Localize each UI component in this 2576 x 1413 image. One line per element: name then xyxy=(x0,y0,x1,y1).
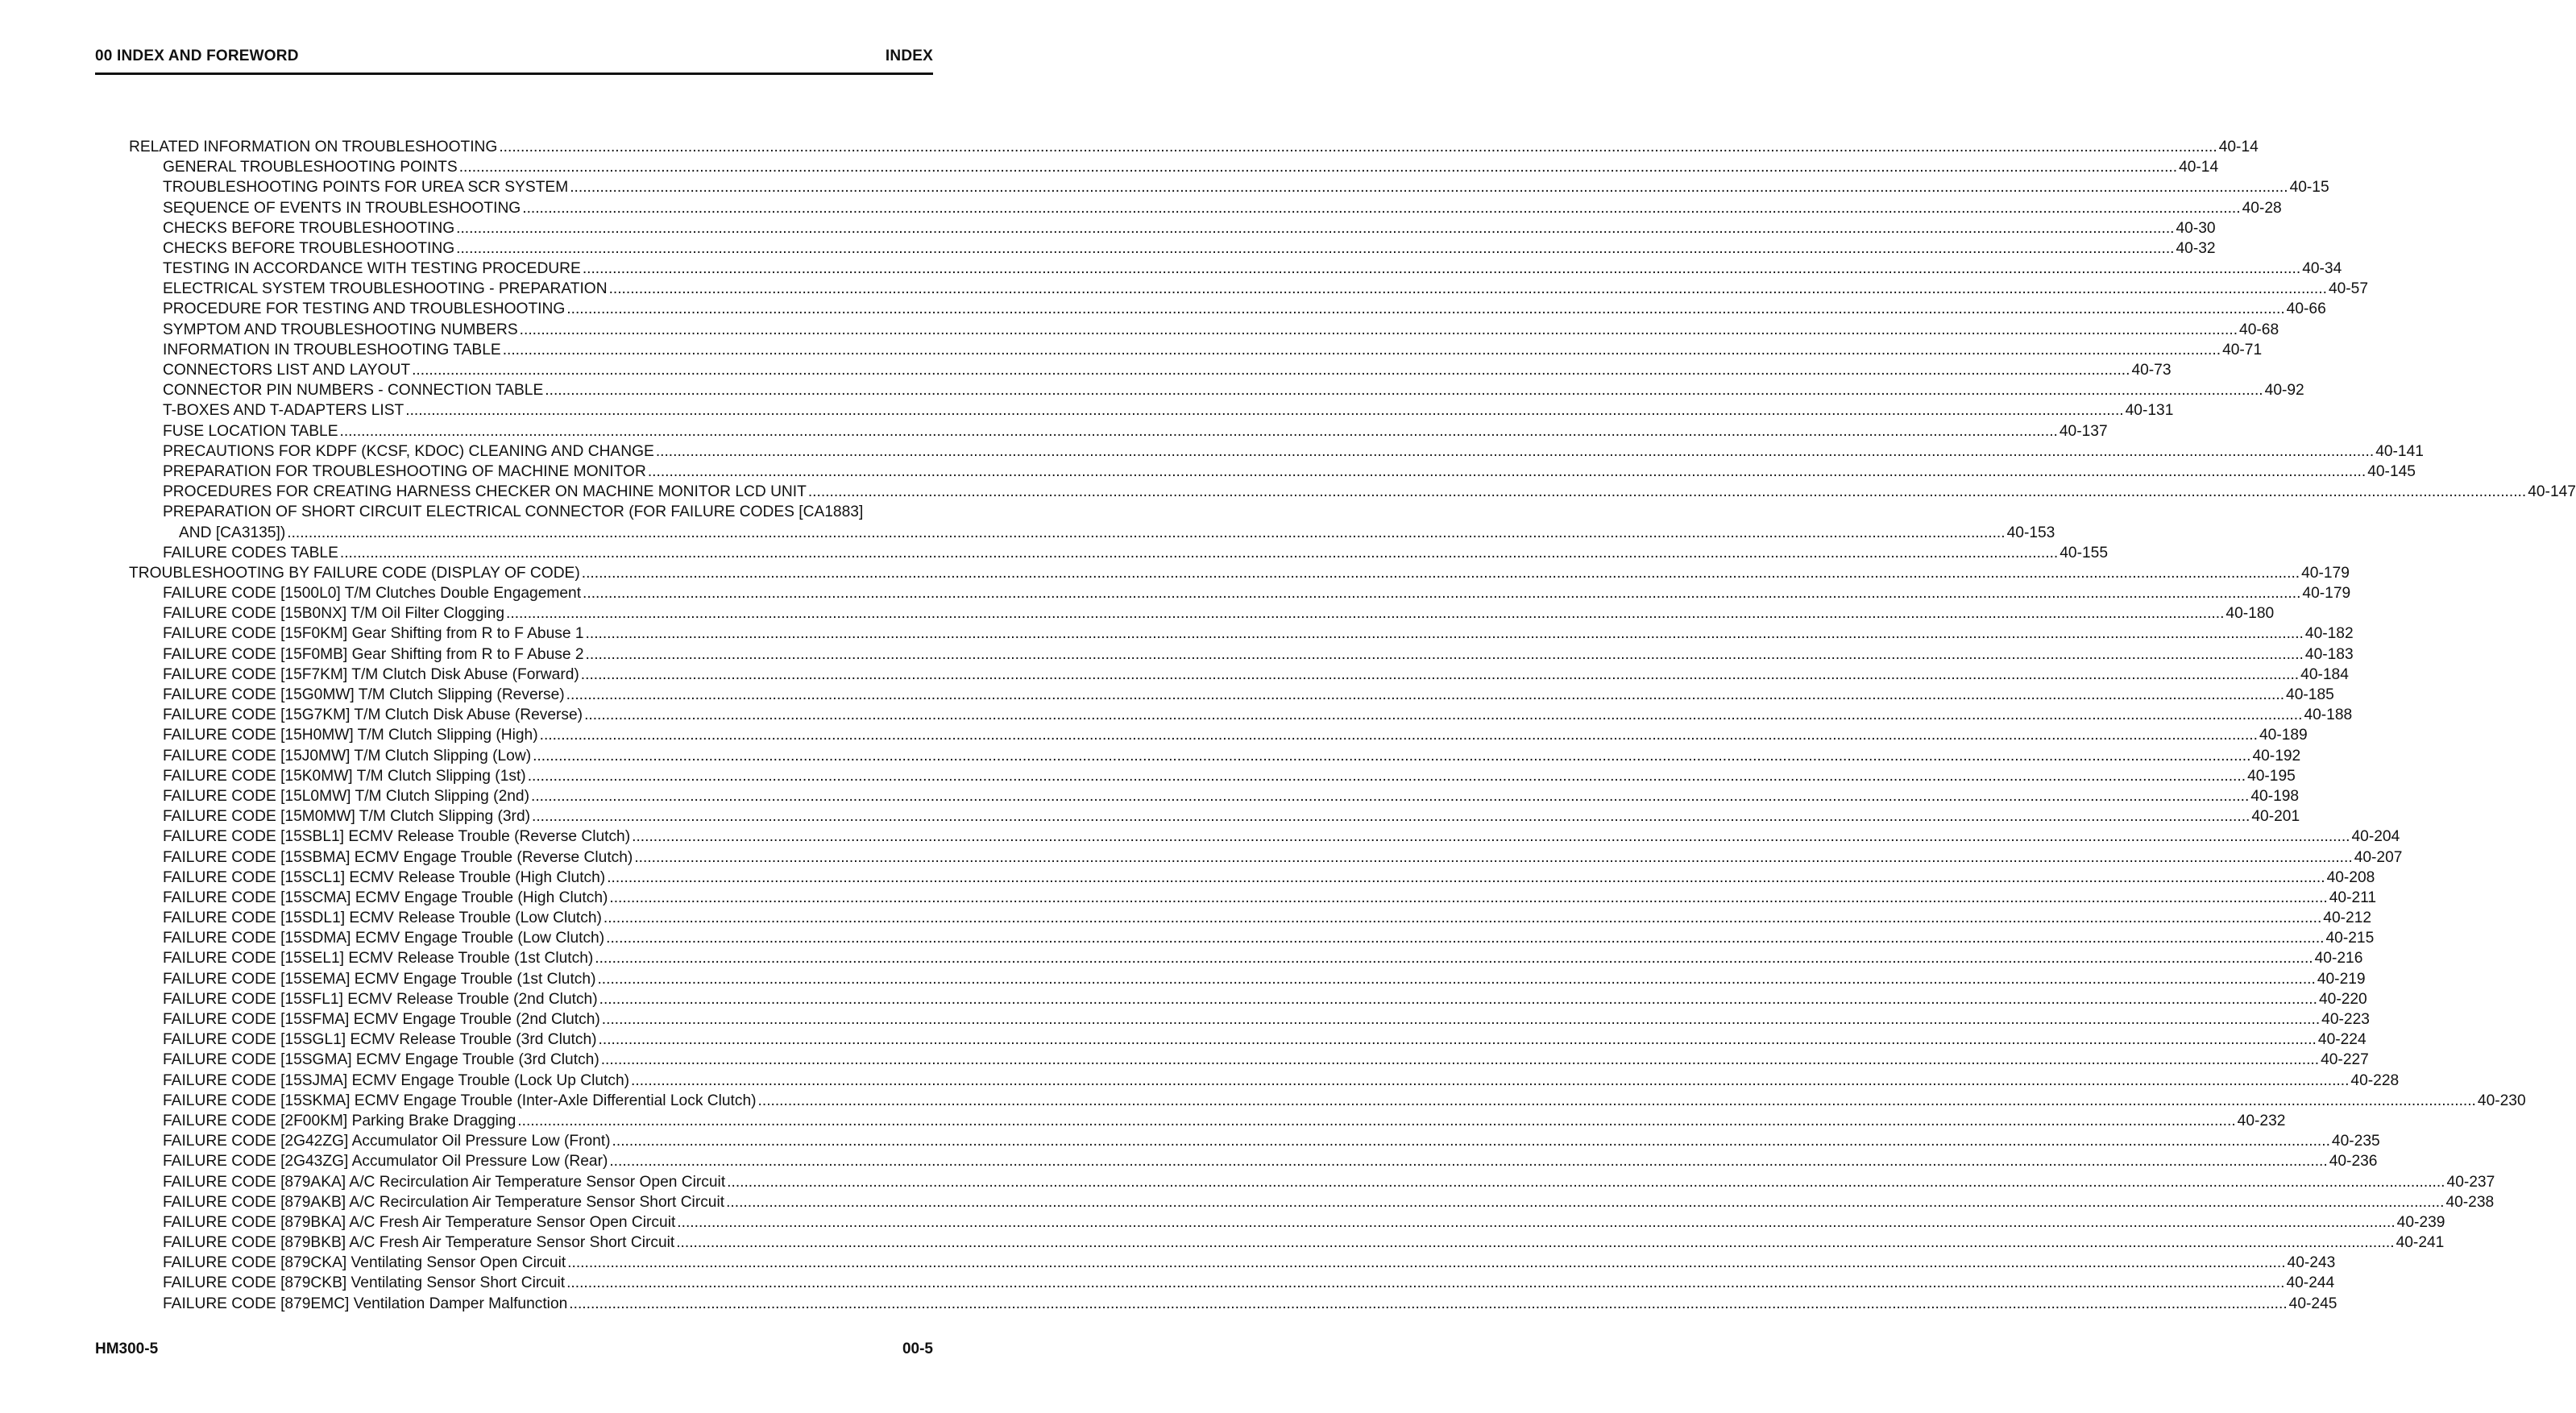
toc-entry-page: 40-237 xyxy=(2446,1173,2495,1191)
toc-entry[interactable] xyxy=(129,827,2400,847)
dot-leader: ................................................................................................................................................................................................................................................................................................................................................................................................................ xyxy=(603,910,2322,927)
section-title: 00 INDEX AND FOREWORD xyxy=(95,48,299,64)
toc-entry[interactable] xyxy=(129,462,2416,482)
toc-entry[interactable] xyxy=(129,989,2367,1009)
toc-entry-page: 40-239 xyxy=(2396,1213,2445,1231)
toc-entry[interactable] xyxy=(129,157,2219,177)
toc-entry-title: FAILURE CODE [15SDL1] ECMV Release Trouble (Low Clutch) xyxy=(163,910,602,927)
toc-entry-title: FAILURE CODE [15L0MW] T/M Clutch Slipping (2nd) xyxy=(163,787,529,805)
dot-leader: ................................................................................................................................................................................................................................................................................................................................................................................................................ xyxy=(582,260,2301,278)
toc-entry[interactable] xyxy=(129,1030,2367,1050)
toc-entry-page: 40-241 xyxy=(2396,1234,2445,1252)
toc-entry[interactable] xyxy=(129,603,2275,624)
toc-entry-page: 40-179 xyxy=(2301,564,2350,582)
toc-entry[interactable] xyxy=(129,746,2301,766)
toc-entry-page: 40-14 xyxy=(2218,138,2259,155)
toc-entry-page: 40-220 xyxy=(2318,990,2367,1008)
toc-entry[interactable] xyxy=(129,766,2296,786)
toc-entry-title: FAILURE CODE [15SBMA] ECMV Engage Trouble (Reverse Clutch) xyxy=(163,848,633,866)
toc-entry-title: FAILURE CODE [879AKA] A/C Recirculation Air Temperature Sensor Open Circuit xyxy=(163,1173,726,1191)
toc-entry-title: FAILURE CODE [15J0MW] T/M Clutch Slipping (Low) xyxy=(163,747,532,765)
toc-entry-title: PROCEDURE FOR TESTING AND TROUBLESHOOTING xyxy=(163,300,566,318)
toc-entry[interactable] xyxy=(129,705,2353,725)
toc-entry-title: FAILURE CODE [15SGMA] ECMV Engage Trouble (3rd Clutch) xyxy=(163,1051,599,1069)
toc-entry-page: 40-155 xyxy=(2060,544,2109,561)
toc-entry-title: CHECKS BEFORE TROUBLESHOOTING xyxy=(163,239,455,257)
toc-entry[interactable] xyxy=(129,1151,2378,1171)
dot-leader: ................................................................................................................................................................................................................................................................................................................................................................................................................ xyxy=(609,889,2328,906)
toc-entry-page: 40-14 xyxy=(2179,159,2219,176)
dot-leader: ................................................................................................................................................................................................................................................................................................................................................................................................................ xyxy=(532,808,2250,826)
toc-entry-page: 40-245 xyxy=(2288,1295,2337,1312)
toc-entry[interactable] xyxy=(129,685,2334,705)
dot-leader: ................................................................................................................................................................................................................................................................................................................................................................................................................ xyxy=(609,1153,2328,1171)
toc-entry[interactable] xyxy=(129,360,2172,380)
toc-entry-page: 40-182 xyxy=(2304,625,2354,643)
dot-leader: ................................................................................................................................................................................................................................................................................................................................................................................................................ xyxy=(502,341,2221,358)
dot-leader: ................................................................................................................................................................................................................................................................................................................................................................................................................ xyxy=(567,1254,2286,1272)
toc-entry[interactable] xyxy=(129,1050,2369,1070)
toc-entry-page: 40-180 xyxy=(2225,605,2275,623)
toc-entry-title: FAILURE CODE [15F0MB] Gear Shifting from R to F Abuse 2 xyxy=(163,645,584,663)
toc-entry[interactable] xyxy=(129,340,2263,360)
dot-leader: ................................................................................................................................................................................................................................................................................................................................................................................................................ xyxy=(676,1234,2395,1252)
toc-entry-page: 40-188 xyxy=(2304,706,2353,724)
dot-leader: ................................................................................................................................................................................................................................................................................................................................................................................................................ xyxy=(412,362,2130,379)
toc-entry[interactable] xyxy=(129,320,2279,340)
dot-leader: ................................................................................................................................................................................................................................................................................................................................................................................................................ xyxy=(727,1173,2445,1191)
toc-entry-page: 40-212 xyxy=(2323,910,2372,927)
dot-leader: ................................................................................................................................................................................................................................................................................................................................................................................................................ xyxy=(606,930,2325,947)
toc-entry-page: 40-145 xyxy=(2367,462,2416,480)
dot-leader: ................................................................................................................................................................................................................................................................................................................................................................................................................ xyxy=(519,321,2238,338)
toc-entry-title: CHECKS BEFORE TROUBLESHOOTING xyxy=(163,219,455,237)
toc-entry[interactable] xyxy=(129,624,2354,644)
toc-entry-page: 40-204 xyxy=(2351,828,2400,846)
toc-entry[interactable] xyxy=(129,218,2216,238)
toc-entry-page: 40-189 xyxy=(2259,727,2308,744)
dot-leader: ................................................................................................................................................................................................................................................................................................................................................................................................................ xyxy=(607,868,2325,886)
toc-entry-continuation[interactable] xyxy=(129,523,2055,543)
toc-entry-page: 40-71 xyxy=(2222,341,2263,358)
toc-entry[interactable] xyxy=(129,177,2329,197)
dot-leader: ................................................................................................................................................................................................................................................................................................................................................................................................................ xyxy=(522,199,2241,217)
toc-entry[interactable] xyxy=(129,543,2109,563)
model-number: HM300-5 xyxy=(95,1340,159,1357)
toc-entry-title: PREPARATION FOR TROUBLESHOOTING OF MACHINE MONITOR xyxy=(163,462,646,480)
toc-entry[interactable] xyxy=(129,198,2282,218)
toc-entry-title: SYMPTOM AND TROUBLESHOOTING NUMBERS xyxy=(163,321,518,338)
toc-entry-page: 40-215 xyxy=(2325,930,2375,947)
toc-entry-title: FAILURE CODE [15SEL1] ECMV Release Trouble (1st Clutch) xyxy=(163,950,594,968)
toc-entry-title: FAILURE CODES TABLE xyxy=(163,544,338,561)
toc-entry-title: PROCEDURES FOR CREATING HARNESS CHECKER ON MACHINE MONITOR LCD UNIT xyxy=(163,483,807,501)
toc-entry-title: CONNECTOR PIN NUMBERS - CONNECTION TABLE xyxy=(163,382,544,400)
toc-entry-title: FAILURE CODE [15G0MW] T/M Clutch Slipping (Reverse) xyxy=(163,686,565,704)
toc-entry-title: FAILURE CODE [879AKB] A/C Recirculation Air Temperature Sensor Short Circuit xyxy=(163,1193,725,1211)
toc-entry-title: FAILURE CODE [15G7KM] T/M Clutch Disk Abuse (Reverse) xyxy=(163,706,583,724)
toc-entry-page: 40-236 xyxy=(2329,1153,2378,1171)
toc-entry[interactable] xyxy=(129,1172,2495,1192)
dot-leader: ................................................................................................................................................................................................................................................................................................................................................................................................................ xyxy=(570,179,2288,197)
toc-entry[interactable] xyxy=(129,665,2349,685)
toc-entry-page: 40-34 xyxy=(2302,260,2342,278)
dot-leader: ................................................................................................................................................................................................................................................................................................................................................................................................................ xyxy=(583,585,2301,603)
toc-entry-title: FAILURE CODE [15F7KM] T/M Clutch Disk Abuse (Forward) xyxy=(163,665,579,683)
toc-entry-title: ELECTRICAL SYSTEM TROUBLESHOOTING - PREPARATION xyxy=(163,280,608,298)
toc-entry-title: CONNECTORS LIST AND LAYOUT xyxy=(163,362,411,379)
toc-entry-page: 40-223 xyxy=(2321,1011,2370,1029)
toc-entry[interactable] xyxy=(129,482,2576,502)
toc-entry-title: FAILURE CODE [15SCMA] ECMV Engage Trouble (High Clutch) xyxy=(163,889,608,906)
toc-entry[interactable] xyxy=(129,421,2108,441)
toc-entry-title: FAILURE CODE [879CKA] Ventilating Sensor Open Circuit xyxy=(163,1254,566,1272)
toc-entry[interactable] xyxy=(129,1274,2335,1294)
toc-entry[interactable] xyxy=(129,583,2351,603)
dot-leader: ................................................................................................................................................................................................................................................................................................................................................................................................................ xyxy=(506,605,2225,623)
dot-leader: ................................................................................................................................................................................................................................................................................................................................................................................................................ xyxy=(600,1051,2320,1069)
toc-entry-page: 40-195 xyxy=(2247,767,2296,785)
dot-leader: ................................................................................................................................................................................................................................................................................................................................................................................................................ xyxy=(405,402,2124,420)
toc-entry[interactable] xyxy=(129,806,2300,827)
toc-entry-page: 40-243 xyxy=(2287,1254,2336,1272)
toc-entry[interactable] xyxy=(129,969,2366,989)
toc-entry[interactable] xyxy=(129,644,2354,665)
dot-leader: ................................................................................................................................................................................................................................................................................................................................................................................................................ xyxy=(599,990,2317,1008)
toc-entry[interactable] xyxy=(129,786,2300,806)
toc-entry-page: 40-211 xyxy=(2329,889,2377,906)
toc-entry-page: 40-153 xyxy=(2006,524,2055,541)
toc-entry[interactable] xyxy=(129,441,2424,462)
dot-leader: ................................................................................................................................................................................................................................................................................................................................................................................................................ xyxy=(569,1295,2288,1312)
dot-leader: ................................................................................................................................................................................................................................................................................................................................................................................................................ xyxy=(608,280,2327,298)
toc-entry[interactable] xyxy=(129,868,2375,888)
toc-entry-title: FAILURE CODE [15SJMA] ECMV Engage Trouble (Lock Up Clutch) xyxy=(163,1071,630,1089)
toc-entry-title: FAILURE CODE [15SKMA] ECMV Engage Trouble (Inter-Axle Differential Lock Clutch) xyxy=(163,1092,757,1109)
toc-entry-title: FAILURE CODE [15SDMA] ECMV Engage Trouble (Low Clutch) xyxy=(163,930,605,947)
dot-leader: ................................................................................................................................................................................................................................................................................................................................................................................................................ xyxy=(598,1031,2317,1049)
toc-entry-page: 40-219 xyxy=(2317,970,2366,988)
dot-leader: ................................................................................................................................................................................................................................................................................................................................................................................................................ xyxy=(581,564,2300,582)
dot-leader: ................................................................................................................................................................................................................................................................................................................................................................................................................ xyxy=(566,686,2285,704)
toc-entry-title: TESTING IN ACCORDANCE WITH TESTING PROCEDURE xyxy=(163,260,581,278)
toc-entry-page: 40-216 xyxy=(2314,950,2363,968)
dot-leader: ................................................................................................................................................................................................................................................................................................................................................................................................................ xyxy=(632,828,2350,846)
dot-leader: ................................................................................................................................................................................................................................................................................................................................................................................................................ xyxy=(726,1193,2445,1211)
toc-entry-title: FAILURE CODE [15SFL1] ECMV Release Trouble (2nd Clutch) xyxy=(163,990,598,1008)
toc-entry-page: 40-201 xyxy=(2251,808,2300,826)
toc-entry-page: 40-235 xyxy=(2331,1133,2380,1150)
dot-leader: ................................................................................................................................................................................................................................................................................................................................................................................................................ xyxy=(584,706,2303,724)
toc-entry-title: PREPARATION OF SHORT CIRCUIT ELECTRICAL CONNECTOR (FOR FAILURE CODES [CA1883] xyxy=(163,503,864,521)
toc-entry-page: 40-15 xyxy=(2289,179,2329,197)
toc-entry-title: FAILURE CODE [2F00KM] Parking Brake Dragging xyxy=(163,1112,516,1129)
toc-entry-title: FAILURE CODE [879CKB] Ventilating Sensor Short Circuit xyxy=(163,1274,566,1292)
dot-leader: ................................................................................................................................................................................................................................................................................................................................................................................................................ xyxy=(456,219,2175,237)
toc-entry[interactable] xyxy=(129,300,2326,320)
dot-leader: ................................................................................................................................................................................................................................................................................................................................................................................................................ xyxy=(517,1112,2236,1129)
dot-leader: ................................................................................................................................................................................................................................................................................................................................................................................................................ xyxy=(533,747,2251,765)
dot-leader: ................................................................................................................................................................................................................................................................................................................................................................................................................ xyxy=(527,767,2246,785)
toc-entry-title-continued: AND [CA3135]) xyxy=(179,524,286,541)
toc-entry-title: GENERAL TROUBLESHOOTING POINTS xyxy=(163,159,458,176)
dot-leader: ................................................................................................................................................................................................................................................................................................................................................................................................................ xyxy=(597,970,2316,988)
toc-entry[interactable] xyxy=(129,502,933,522)
toc-entry-title: FAILURE CODE [879BKB] A/C Fresh Air Temperature Sensor Short Circuit xyxy=(163,1234,675,1252)
page-footer xyxy=(95,1340,933,1363)
toc-entry[interactable] xyxy=(129,259,2342,279)
dot-leader: ................................................................................................................................................................................................................................................................................................................................................................................................................ xyxy=(456,239,2175,257)
toc-entry[interactable] xyxy=(129,1212,2445,1233)
toc-entry-title: FUSE LOCATION TABLE xyxy=(163,422,338,440)
toc-entry-title: T-BOXES AND T-ADAPTERS LIST xyxy=(163,402,404,420)
dot-leader: ................................................................................................................................................................................................................................................................................................................................................................................................................ xyxy=(499,138,2217,155)
dot-leader: ................................................................................................................................................................................................................................................................................................................................................................................................................ xyxy=(566,1274,2285,1292)
dot-leader: ................................................................................................................................................................................................................................................................................................................................................................................................................ xyxy=(677,1213,2396,1231)
toc-entry-title: TROUBLESHOOTING POINTS FOR UREA SCR SYSTEM xyxy=(163,179,569,197)
page-header xyxy=(95,45,933,75)
toc-section-entry[interactable] xyxy=(129,137,2259,157)
toc-entry[interactable] xyxy=(129,238,2216,259)
toc-entry[interactable] xyxy=(129,1009,2370,1030)
toc-section-entry[interactable] xyxy=(129,563,2350,583)
toc-entry-page: 40-68 xyxy=(2239,321,2279,338)
toc-entry-title: FAILURE CODE [15SFMA] ECMV Engage Trouble (2nd Clutch) xyxy=(163,1011,600,1029)
dot-leader: ................................................................................................................................................................................................................................................................................................................................................................................................................ xyxy=(757,1092,2476,1109)
toc-entry[interactable] xyxy=(129,1253,2336,1273)
toc-entry[interactable] xyxy=(129,725,2308,745)
dot-leader: ................................................................................................................................................................................................................................................................................................................................................................................................................ xyxy=(612,1133,2330,1150)
toc-entry-title: RELATED INFORMATION ON TROUBLESHOOTING xyxy=(129,138,498,155)
toc-entry-title: FAILURE CODE [1500L0] T/M Clutches Double Engagement xyxy=(163,585,582,603)
header-index-label: INDEX xyxy=(885,48,933,64)
toc-entry-title: TROUBLESHOOTING BY FAILURE CODE (DISPLAY OF CODE) xyxy=(129,564,580,582)
toc-entry-page: 40-28 xyxy=(2242,199,2282,217)
toc-entry[interactable] xyxy=(129,928,2375,948)
dot-leader: ................................................................................................................................................................................................................................................................................................................................................................................................................ xyxy=(566,300,2285,318)
page-number: 00-5 xyxy=(902,1340,933,1357)
toc-entry-page: 40-230 xyxy=(2477,1092,2526,1109)
toc-entry-title: FAILURE CODE [15SGL1] ECMV Release Trouble (3rd Clutch) xyxy=(163,1031,597,1049)
dot-leader: ................................................................................................................................................................................................................................................................................................................................................................................................................ xyxy=(539,727,2258,744)
dot-leader: ................................................................................................................................................................................................................................................................................................................................................................................................................ xyxy=(339,422,2058,440)
toc-entry[interactable] xyxy=(129,908,2372,928)
toc-entry-page: 40-66 xyxy=(2286,300,2326,318)
dot-leader: ................................................................................................................................................................................................................................................................................................................................................................................................................ xyxy=(634,848,2353,866)
toc-entry-title: FAILURE CODE [879EMC] Ventilation Damper Malfunction xyxy=(163,1295,568,1312)
toc-entry-page: 40-137 xyxy=(2059,422,2108,440)
toc-entry-page: 40-179 xyxy=(2302,585,2351,603)
toc-entry[interactable] xyxy=(129,1091,2526,1111)
toc-entry-page: 40-198 xyxy=(2250,787,2300,805)
dot-leader: ................................................................................................................................................................................................................................................................................................................................................................................................................ xyxy=(530,787,2250,805)
toc-entry-title: FAILURE CODE [879BKA] A/C Fresh Air Temperature Sensor Open Circuit xyxy=(163,1213,676,1231)
toc-entry[interactable] xyxy=(129,847,2403,868)
table-of-contents xyxy=(129,137,2576,1314)
toc-entry-page: 40-244 xyxy=(2286,1274,2335,1292)
toc-entry-title: FAILURE CODE [15F0KM] Gear Shifting from R to F Abuse 1 xyxy=(163,625,584,643)
toc-entry-title: INFORMATION IN TROUBLESHOOTING TABLE xyxy=(163,341,501,358)
toc-entry[interactable] xyxy=(129,1071,2400,1091)
toc-entry-page: 40-183 xyxy=(2304,645,2354,663)
dot-leader: ................................................................................................................................................................................................................................................................................................................................................................................................................ xyxy=(655,442,2375,460)
toc-entry-page: 40-73 xyxy=(2131,362,2172,379)
toc-entry-title: FAILURE CODE [15SBL1] ECMV Release Trouble (Reverse Clutch) xyxy=(163,828,631,846)
toc-entry-page: 40-228 xyxy=(2350,1071,2400,1089)
toc-entry[interactable] xyxy=(129,1233,2445,1253)
toc-entry-page: 40-224 xyxy=(2317,1031,2367,1049)
dot-leader: ................................................................................................................................................................................................................................................................................................................................................................................................................ xyxy=(807,483,2527,501)
toc-entry-title: SEQUENCE OF EVENTS IN TROUBLESHOOTING xyxy=(163,199,521,217)
toc-entry[interactable] xyxy=(129,1111,2286,1131)
toc-entry-page: 40-207 xyxy=(2354,848,2403,866)
toc-entry-title: FAILURE CODE [2G42ZG] Accumulator Oil Pressure Low (Front) xyxy=(163,1133,611,1150)
toc-entry-title: FAILURE CODE [15H0MW] T/M Clutch Slipping (High) xyxy=(163,727,538,744)
toc-entry-page: 40-30 xyxy=(2176,219,2216,237)
toc-entry-page: 40-131 xyxy=(2125,402,2174,420)
toc-entry[interactable] xyxy=(129,1294,2337,1314)
toc-entry-page: 40-208 xyxy=(2326,868,2375,886)
dot-leader: ................................................................................................................................................................................................................................................................................................................................................................................................................ xyxy=(580,665,2300,683)
toc-entry-page: 40-232 xyxy=(2237,1112,2286,1129)
dot-leader: ................................................................................................................................................................................................................................................................................................................................................................................................................ xyxy=(458,159,2178,176)
toc-entry-page: 40-147 xyxy=(2528,483,2576,501)
dot-leader: ................................................................................................................................................................................................................................................................................................................................................................................................................ xyxy=(585,625,2304,643)
toc-entry-title: FAILURE CODE [15B0NX] T/M Oil Filter Clogging xyxy=(163,605,505,623)
toc-entry[interactable] xyxy=(129,1131,2380,1151)
toc-entry-page: 40-141 xyxy=(2375,442,2424,460)
dot-leader: ................................................................................................................................................................................................................................................................................................................................................................................................................ xyxy=(647,462,2367,480)
toc-entry-page: 40-32 xyxy=(2176,239,2216,257)
dot-leader: ................................................................................................................................................................................................................................................................................................................................................................................................................ xyxy=(585,645,2304,663)
dot-leader: ................................................................................................................................................................................................................................................................................................................................................................................................................ xyxy=(287,524,2006,541)
dot-leader: ................................................................................................................................................................................................................................................................................................................................................................................................................ xyxy=(545,382,2263,400)
toc-entry-page: 40-184 xyxy=(2300,665,2349,683)
toc-entry-title: FAILURE CODE [15K0MW] T/M Clutch Slipping (1st) xyxy=(163,767,526,785)
toc-entry-page: 40-185 xyxy=(2286,686,2334,704)
toc-entry-page: 40-238 xyxy=(2445,1193,2495,1211)
toc-entry-page: 40-192 xyxy=(2252,747,2301,765)
dot-leader: ................................................................................................................................................................................................................................................................................................................................................................................................................ xyxy=(601,1011,2321,1029)
dot-leader: ................................................................................................................................................................................................................................................................................................................................................................................................................ xyxy=(339,544,2059,561)
toc-entry-title: FAILURE CODE [15M0MW] T/M Clutch Slipping (3rd) xyxy=(163,808,531,826)
toc-entry-page: 40-57 xyxy=(2328,280,2369,298)
toc-entry-title: FAILURE CODE [15SCL1] ECMV Release Trouble (High Clutch) xyxy=(163,868,606,886)
toc-entry[interactable] xyxy=(129,279,2369,299)
toc-entry-page: 40-92 xyxy=(2264,382,2304,400)
toc-entry-title: PRECAUTIONS FOR KDPF (KCSF, KDOC) CLEANING AND CHANGE xyxy=(163,442,654,460)
toc-entry[interactable] xyxy=(129,888,2377,908)
dot-leader: ................................................................................................................................................................................................................................................................................................................................................................................................................ xyxy=(631,1071,2350,1089)
toc-entry-title: FAILURE CODE [2G43ZG] Accumulator Oil Pressure Low (Rear) xyxy=(163,1153,608,1171)
toc-entry-title: FAILURE CODE [15SEMA] ECMV Engage Trouble (1st Clutch) xyxy=(163,970,596,988)
toc-entry[interactable] xyxy=(129,380,2304,400)
toc-entry-page: 40-227 xyxy=(2321,1051,2369,1069)
dot-leader: ................................................................................................................................................................................................................................................................................................................................................................................................................ xyxy=(595,950,2313,968)
toc-entry[interactable] xyxy=(129,1192,2495,1212)
toc-entry[interactable] xyxy=(129,949,2363,969)
toc-entry[interactable] xyxy=(129,400,2174,421)
